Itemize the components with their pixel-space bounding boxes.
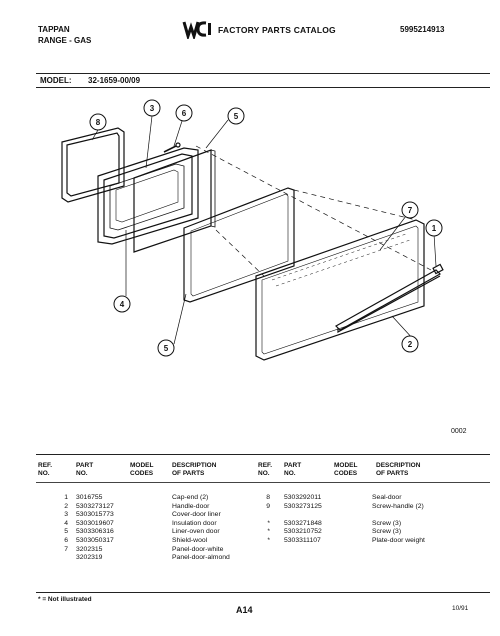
door-seal-part [62,128,124,202]
table-row: 5303273127 [76,502,114,510]
callout-2 [402,336,418,352]
door-handle-part [336,264,443,332]
header-part-no-right: PART NO. [284,462,302,477]
svg-text:2: 2 [407,340,413,349]
model-number: 32-1659-00/09 [88,76,141,85]
outer-door-panel [256,220,424,360]
table-row: 6 [64,536,68,544]
table-top-rule [36,454,490,455]
right-desc-column [372,494,425,546]
model-label: MODEL: [40,76,72,85]
right-ref-column [262,494,270,546]
svg-text:6: 6 [181,109,187,118]
table-row: 8 [266,494,270,501]
table-row: Screw (3) [372,528,402,536]
right-part-column [284,494,322,546]
page-date: 10/91 [452,605,469,612]
header-ref-no-right: REF. NO. [258,462,273,477]
product-subtitle: RANGE - GAS [38,36,92,45]
table-row: 5303015773 [76,511,114,519]
svg-text:4: 4 [119,300,125,309]
table-row: 9 [266,502,270,510]
table-row: Cap-end (2) [172,494,209,501]
wci-logo [182,19,212,39]
table-row: 5303019607 [76,519,114,527]
svg-text:8: 8 [95,118,101,127]
table-row: Screw (3) [372,519,402,527]
model-bar [36,73,490,88]
callout-5-bottom [158,340,174,356]
table-row: 7 [64,545,68,553]
table-row [372,511,425,520]
callout-7 [402,202,418,218]
table-row: 5303210752 [284,528,322,536]
table-row: 3016755 [76,494,103,501]
svg-text:7: 7 [407,206,413,215]
left-desc-column [172,494,230,563]
inner-panel-part [184,188,294,302]
svg-text:5: 5 [233,112,239,121]
table-row: Seal-door [372,494,402,501]
catalog-number: 5995214913 [400,25,445,34]
leader-lines [92,116,436,344]
footnote: * = Not illustrated [38,596,92,603]
door-liner-assembly [98,148,215,252]
table-row: Shield-wool [172,536,208,544]
table-row [284,511,322,520]
table-row: Liner-oven door [172,528,220,536]
table-row: 2 [64,502,68,510]
table-row: Panel-door-white [172,545,224,553]
table-row: 3202315 [76,545,103,553]
page-id: A14 [236,605,253,615]
table-row: 5303273125 [284,502,322,510]
table-row: 5303050317 [76,536,114,544]
table-header-rule [36,482,490,483]
header-description-right: DESCRIPTION OF PARTS [376,462,421,477]
table-row: 5303311107 [284,536,321,544]
svg-text:1: 1 [431,224,437,233]
table-row: * [267,536,270,544]
header-description: DESCRIPTION OF PARTS [172,462,217,477]
table-row: 5 [64,528,68,536]
table-row: 3 [64,511,68,519]
table-row: Cover-door liner [172,511,221,519]
table-row: 5303292011 [284,494,322,501]
header-model-codes-right: MODEL CODES [334,462,358,477]
table-row: Insulation door [172,519,217,527]
header-model-codes: MODEL CODES [130,462,154,477]
table-row: * [267,519,270,527]
callout-3 [144,100,160,116]
callout-1 [426,220,442,236]
header-part-no: PART NO. [76,462,94,477]
callout-8 [90,114,106,130]
diagram-ref-code: 0002 [451,428,467,435]
callout-4 [114,296,130,312]
table-row: 5303306316 [76,528,114,536]
callout-6 [176,105,192,121]
left-part-column [76,494,114,563]
exploded-parts-diagram [36,90,490,440]
table-row: Handle-door [172,502,210,510]
table-row: 1 [64,494,68,501]
callout-5-top [228,108,244,124]
table-row: Plate-door weight [372,536,425,544]
svg-text:3: 3 [149,104,155,113]
table-row: Panel-door-almond [172,554,230,562]
table-row [60,554,68,563]
left-ref-column [60,494,68,563]
brand-name: TAPPAN [38,25,70,34]
table-row [262,511,270,520]
table-row: Screw-handle (2) [372,502,424,510]
table-row: 5303271848 [284,519,322,527]
footer-rule [36,592,490,593]
table-row: * [267,528,270,536]
svg-text:5: 5 [163,344,169,353]
table-row: 3202319 [76,554,103,562]
header-ref-no: REF. NO. [38,462,53,477]
catalog-title: FACTORY PARTS CATALOG [218,25,336,35]
table-row: 4 [64,519,68,527]
